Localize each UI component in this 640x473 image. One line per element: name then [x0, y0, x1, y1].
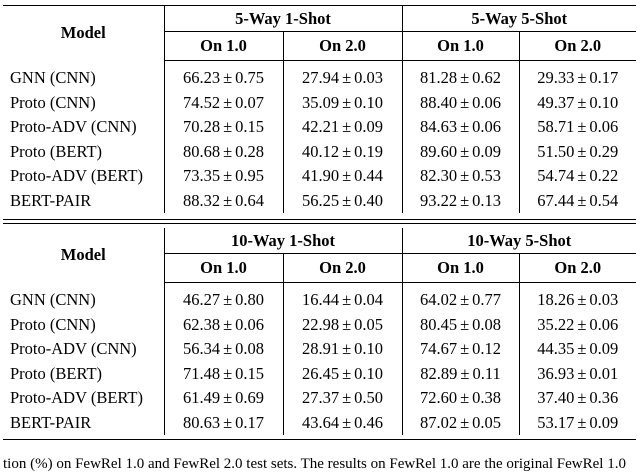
plus-minus-symbol: ± — [342, 314, 352, 334]
std-value: 0.77 — [472, 290, 502, 310]
score-cell — [164, 115, 283, 140]
header-sub-on-1-0: On 1.0 — [402, 32, 519, 61]
plus-minus-symbol: ± — [342, 141, 352, 161]
plus-minus-symbol: ± — [460, 363, 470, 383]
std-value: 0.09 — [589, 339, 619, 359]
header-sub-on-1-0: On 1.0 — [402, 254, 519, 283]
score-cell — [402, 411, 519, 436]
std-value: 0.03 — [589, 290, 619, 310]
score-cell — [402, 140, 519, 165]
plus-minus-symbol: ± — [577, 314, 587, 334]
std-value: 0.75 — [235, 68, 265, 88]
mean-value: 40.12 — [301, 141, 340, 161]
table-body — [3, 283, 636, 436]
plus-minus-symbol: ± — [460, 339, 470, 359]
score-cell — [519, 283, 636, 313]
score-cell — [164, 189, 283, 214]
caption-fragment: tion (%) on FewRel 1.0 and FewRel 2.0 test sets. The results on FewRel 1.0 are the original FewRel 1.0 — [3, 456, 626, 472]
plus-minus-symbol: ± — [460, 190, 470, 210]
mean-value: 35.22 — [537, 314, 575, 334]
header-group-10-way-5-shot: 10-Way 5-Shot — [402, 228, 636, 254]
std-value: 0.10 — [354, 339, 384, 359]
mean-value: 80.45 — [419, 314, 458, 334]
score-cell — [519, 411, 636, 436]
score-cell — [519, 115, 636, 140]
plus-minus-symbol: ± — [342, 117, 352, 137]
std-value: 0.40 — [354, 190, 384, 210]
model-name: Proto-ADV (BERT) — [3, 386, 164, 411]
mean-value: 51.50 — [537, 141, 575, 161]
plus-minus-symbol: ± — [223, 141, 233, 161]
mean-value: 36.93 — [537, 363, 575, 383]
score-cell — [402, 313, 519, 338]
model-name: Proto-ADV (CNN) — [3, 115, 164, 140]
std-value: 0.07 — [235, 92, 265, 112]
score-cell — [283, 283, 402, 313]
std-value: 0.06 — [589, 314, 619, 334]
score-cell — [164, 337, 283, 362]
std-value: 0.09 — [354, 117, 384, 137]
score-cell — [164, 140, 283, 165]
std-value: 0.06 — [589, 117, 619, 137]
plus-minus-symbol: ± — [460, 314, 470, 334]
mean-value: 43.64 — [301, 412, 340, 432]
mean-value: 41.90 — [301, 166, 340, 186]
mean-value: 22.98 — [301, 314, 340, 334]
plus-minus-symbol: ± — [223, 92, 233, 112]
mean-value: 37.40 — [537, 388, 575, 408]
std-value: 0.05 — [354, 314, 384, 334]
plus-minus-symbol: ± — [460, 92, 470, 112]
std-value: 0.17 — [235, 412, 265, 432]
mean-value: 88.40 — [419, 92, 458, 112]
table-separator-rule — [3, 219, 636, 220]
plus-minus-symbol: ± — [223, 339, 233, 359]
std-value: 0.06 — [472, 117, 502, 137]
header-sub-on-2-0: On 2.0 — [283, 32, 402, 61]
header-sub-on-1-0: On 1.0 — [164, 32, 283, 61]
std-value: 0.08 — [472, 314, 502, 334]
mean-value: 66.23 — [182, 68, 221, 88]
mean-value: 74.67 — [419, 339, 458, 359]
plus-minus-symbol: ± — [342, 412, 352, 432]
header-model: Model — [3, 228, 164, 283]
score-cell — [402, 362, 519, 387]
plus-minus-symbol: ± — [223, 166, 233, 186]
std-value: 0.54 — [589, 190, 619, 210]
std-value: 0.06 — [235, 314, 265, 334]
plus-minus-symbol: ± — [577, 92, 587, 112]
plus-minus-symbol: ± — [342, 68, 352, 88]
mean-value: 82.30 — [419, 166, 458, 186]
mean-value: 67.44 — [537, 190, 575, 210]
score-cell — [283, 115, 402, 140]
score-cell — [519, 61, 636, 91]
score-cell — [402, 91, 519, 116]
table-row — [3, 313, 636, 338]
plus-minus-symbol: ± — [223, 314, 233, 334]
table-row — [3, 411, 636, 436]
std-value: 0.22 — [589, 166, 619, 186]
std-value: 0.50 — [354, 388, 384, 408]
std-value: 0.09 — [589, 412, 619, 432]
std-value: 0.09 — [472, 141, 502, 161]
mean-value: 27.94 — [301, 68, 340, 88]
std-value: 0.15 — [235, 363, 265, 383]
plus-minus-symbol: ± — [577, 117, 587, 137]
plus-minus-symbol: ± — [342, 290, 352, 310]
table-row — [3, 91, 636, 116]
score-cell — [519, 140, 636, 165]
score-cell — [283, 164, 402, 189]
std-value: 0.53 — [472, 166, 502, 186]
std-value: 0.05 — [472, 412, 502, 432]
table-row — [3, 362, 636, 387]
std-value: 0.10 — [589, 92, 619, 112]
model-name: Proto (BERT) — [3, 362, 164, 387]
score-cell — [519, 91, 636, 116]
plus-minus-symbol: ± — [460, 166, 470, 186]
score-cell — [164, 386, 283, 411]
std-value: 0.12 — [472, 339, 502, 359]
mean-value: 46.27 — [182, 290, 221, 310]
score-cell — [164, 411, 283, 436]
plus-minus-symbol: ± — [460, 68, 470, 88]
table-separator-rule — [3, 223, 636, 224]
table-body — [3, 61, 636, 214]
mean-value: 49.37 — [537, 92, 575, 112]
std-value: 0.29 — [589, 141, 619, 161]
mean-value: 58.71 — [537, 117, 575, 137]
std-value: 0.46 — [354, 412, 384, 432]
header-model: Model — [3, 6, 164, 61]
table-row — [3, 115, 636, 140]
std-value: 0.01 — [589, 363, 619, 383]
std-value: 0.13 — [472, 190, 502, 210]
plus-minus-symbol: ± — [460, 290, 470, 310]
score-cell — [519, 189, 636, 214]
mean-value: 29.33 — [537, 68, 575, 88]
mean-value: 73.35 — [182, 166, 221, 186]
score-cell — [402, 189, 519, 214]
score-cell — [519, 362, 636, 387]
plus-minus-symbol: ± — [577, 412, 587, 432]
model-name: Proto (CNN) — [3, 313, 164, 338]
results-table-5-way — [3, 6, 636, 213]
score-cell — [164, 313, 283, 338]
std-value: 0.10 — [354, 363, 384, 383]
score-cell — [402, 337, 519, 362]
table-bottom-rule — [3, 439, 636, 440]
table-row — [3, 61, 636, 91]
std-value: 0.80 — [235, 290, 265, 310]
model-name: Proto-ADV (CNN) — [3, 337, 164, 362]
score-cell — [402, 115, 519, 140]
plus-minus-symbol: ± — [460, 412, 470, 432]
mean-value: 54.74 — [537, 166, 575, 186]
plus-minus-symbol: ± — [577, 68, 587, 88]
score-cell — [519, 337, 636, 362]
table-row — [3, 164, 636, 189]
std-value: 0.38 — [472, 388, 502, 408]
header-sub-on-2-0: On 2.0 — [519, 32, 636, 61]
header-group-5-way-5-shot: 5-Way 5-Shot — [402, 6, 636, 32]
plus-minus-symbol: ± — [223, 363, 233, 383]
std-value: 0.19 — [354, 141, 384, 161]
mean-value: 74.52 — [182, 92, 221, 112]
mean-value: 70.28 — [182, 117, 221, 137]
plus-minus-symbol: ± — [577, 166, 587, 186]
score-cell — [164, 164, 283, 189]
score-cell — [402, 283, 519, 313]
mean-value: 93.22 — [419, 190, 458, 210]
model-name: Proto (BERT) — [3, 140, 164, 165]
mean-value: 61.49 — [182, 388, 221, 408]
mean-value: 81.28 — [419, 68, 458, 88]
plus-minus-symbol: ± — [577, 339, 587, 359]
mean-value: 72.60 — [419, 388, 458, 408]
std-value: 0.62 — [472, 68, 502, 88]
plus-minus-symbol: ± — [342, 363, 352, 383]
mean-value: 64.02 — [419, 290, 458, 310]
score-cell — [283, 337, 402, 362]
std-value: 0.08 — [235, 339, 265, 359]
score-cell — [519, 313, 636, 338]
header-sub-on-2-0: On 2.0 — [283, 254, 402, 283]
std-value: 0.15 — [235, 117, 265, 137]
score-cell — [283, 362, 402, 387]
table-row — [3, 386, 636, 411]
mean-value: 26.45 — [301, 363, 340, 383]
std-value: 0.04 — [354, 290, 384, 310]
score-cell — [283, 411, 402, 436]
mean-value: 35.09 — [301, 92, 340, 112]
std-value: 0.10 — [354, 92, 384, 112]
model-name: BERT-PAIR — [3, 411, 164, 436]
header-group-10-way-1-shot: 10-Way 1-Shot — [164, 228, 402, 254]
score-cell — [164, 283, 283, 313]
score-cell — [402, 164, 519, 189]
plus-minus-symbol: ± — [577, 363, 587, 383]
mean-value: 87.02 — [419, 412, 458, 432]
mean-value: 27.37 — [301, 388, 340, 408]
plus-minus-symbol: ± — [223, 190, 233, 210]
plus-minus-symbol: ± — [460, 141, 470, 161]
plus-minus-symbol: ± — [577, 388, 587, 408]
mean-value: 88.32 — [182, 190, 221, 210]
std-value: 0.64 — [235, 190, 265, 210]
std-value: 0.36 — [589, 388, 619, 408]
score-cell — [283, 61, 402, 91]
score-cell — [164, 91, 283, 116]
header-group-5-way-1-shot: 5-Way 1-Shot — [164, 6, 402, 32]
mean-value: 28.91 — [301, 339, 340, 359]
mean-value: 82.89 — [420, 363, 458, 383]
score-cell — [519, 386, 636, 411]
plus-minus-symbol: ± — [342, 190, 352, 210]
mean-value: 18.26 — [537, 290, 575, 310]
mean-value: 80.68 — [182, 141, 221, 161]
std-value: 0.95 — [235, 166, 265, 186]
mean-value: 53.17 — [537, 412, 575, 432]
plus-minus-symbol: ± — [223, 117, 233, 137]
score-cell — [164, 61, 283, 91]
model-name: GNN (CNN) — [3, 61, 164, 91]
model-name: Proto (CNN) — [3, 91, 164, 116]
plus-minus-symbol: ± — [223, 68, 233, 88]
table-row — [3, 140, 636, 165]
plus-minus-symbol: ± — [577, 290, 587, 310]
mean-value: 42.21 — [301, 117, 340, 137]
model-name: BERT-PAIR — [3, 189, 164, 214]
table-row — [3, 337, 636, 362]
plus-minus-symbol: ± — [223, 412, 233, 432]
plus-minus-symbol: ± — [460, 117, 470, 137]
score-cell — [164, 362, 283, 387]
std-value: 0.06 — [472, 92, 502, 112]
plus-minus-symbol: ± — [223, 290, 233, 310]
model-name: GNN (CNN) — [3, 283, 164, 313]
plus-minus-symbol: ± — [577, 190, 587, 210]
std-value: 0.69 — [235, 388, 265, 408]
plus-minus-symbol: ± — [342, 166, 352, 186]
header-sub-on-1-0: On 1.0 — [164, 254, 283, 283]
score-cell — [519, 164, 636, 189]
table-row — [3, 189, 636, 214]
plus-minus-symbol: ± — [460, 388, 470, 408]
mean-value: 56.25 — [301, 190, 340, 210]
plus-minus-symbol: ± — [342, 388, 352, 408]
mean-value: 71.48 — [182, 363, 221, 383]
mean-value: 16.44 — [301, 290, 340, 310]
score-cell — [283, 386, 402, 411]
results-table-10-way — [3, 228, 636, 435]
plus-minus-symbol: ± — [223, 388, 233, 408]
score-cell — [283, 313, 402, 338]
score-cell — [283, 140, 402, 165]
mean-value: 44.35 — [537, 339, 575, 359]
mean-value: 80.63 — [182, 412, 221, 432]
score-cell — [283, 91, 402, 116]
mean-value: 56.34 — [182, 339, 221, 359]
mean-value: 84.63 — [419, 117, 458, 137]
mean-value: 62.38 — [182, 314, 221, 334]
std-value: 0.03 — [354, 68, 384, 88]
plus-minus-symbol: ± — [342, 92, 352, 112]
std-value: 0.17 — [589, 68, 619, 88]
header-sub-on-2-0: On 2.0 — [519, 254, 636, 283]
table-row — [3, 283, 636, 313]
score-cell — [283, 189, 402, 214]
std-value: 0.44 — [354, 166, 384, 186]
plus-minus-symbol: ± — [342, 339, 352, 359]
score-cell — [402, 61, 519, 91]
mean-value: 89.60 — [419, 141, 458, 161]
score-cell — [402, 386, 519, 411]
std-value: 0.11 — [472, 363, 501, 383]
model-name: Proto-ADV (BERT) — [3, 164, 164, 189]
std-value: 0.28 — [235, 141, 265, 161]
plus-minus-symbol: ± — [577, 141, 587, 161]
